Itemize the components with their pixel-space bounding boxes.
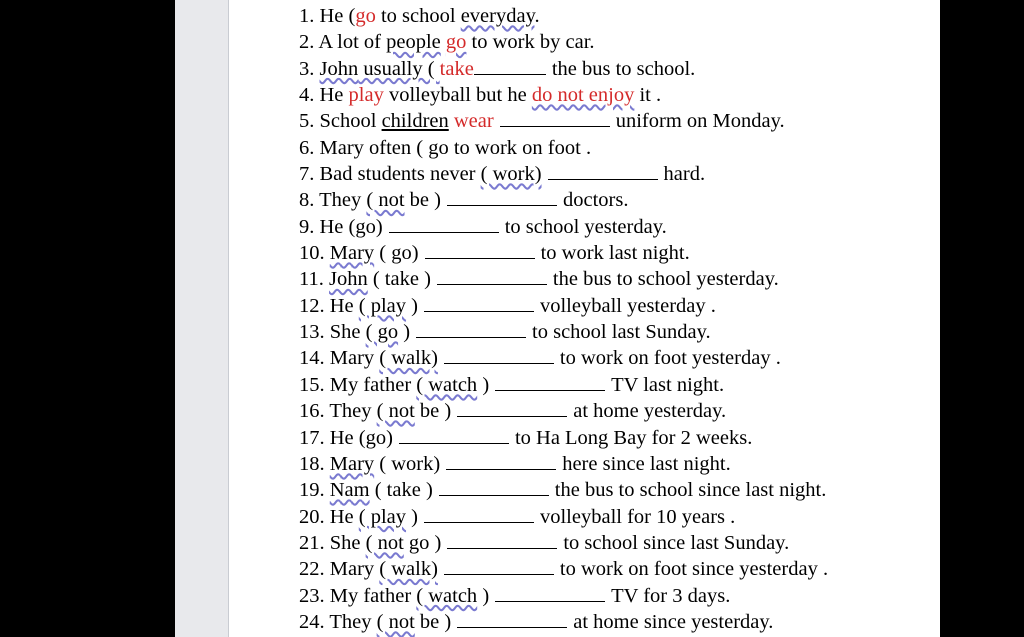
item-verb: play [348, 84, 384, 107]
item-text: children [381, 110, 449, 133]
item-text: He [324, 505, 359, 528]
answer-blank[interactable] [439, 477, 549, 496]
item-text: to school [375, 5, 461, 27]
item-text: John [319, 57, 359, 80]
item-text: volleyball yesterday . [539, 294, 716, 317]
item-number: 7. [299, 163, 315, 186]
item-number: 21. [299, 531, 325, 554]
item-text: ( work) [480, 163, 542, 186]
item-number: 12. [299, 294, 325, 317]
answer-blank[interactable] [399, 425, 509, 444]
item-text: She [324, 321, 366, 344]
answer-blank[interactable] [389, 214, 499, 233]
item-text: the bus to school. [551, 57, 696, 80]
item-number: 4. [299, 84, 315, 107]
item-number: 16. [299, 400, 325, 423]
answer-blank[interactable] [447, 530, 557, 549]
item-text: ( go [365, 321, 399, 344]
answer-blank[interactable] [424, 504, 534, 523]
item-text: Mary [324, 558, 380, 581]
exercise-item [299, 451, 828, 477]
exercise-item [299, 135, 828, 161]
item-text: He (go) [324, 426, 393, 449]
exercise-item [299, 108, 828, 134]
item-text: ) [477, 584, 490, 607]
answer-blank[interactable] [457, 398, 567, 417]
item-text: the bus to school yesterday. [552, 268, 779, 291]
item-text: TV last night. [611, 373, 725, 396]
exercise-item [299, 214, 828, 240]
exercise-item [299, 3, 828, 29]
item-number: 2. [299, 31, 315, 54]
exercise-item [299, 398, 828, 424]
exercise-item [299, 56, 828, 82]
item-text: Mary often ( go to work on foot . [314, 136, 592, 159]
item-text: He [324, 294, 359, 317]
answer-blank[interactable] [444, 345, 554, 364]
item-text: be ) [404, 189, 441, 212]
right-black-bar [940, 0, 1024, 637]
item-text: go ) [403, 531, 442, 554]
exercise-item [299, 29, 828, 55]
item-number: 6. [299, 136, 315, 159]
item-number: 13. [299, 321, 325, 344]
left-black-bar [0, 0, 175, 637]
item-text: ( go) [374, 242, 419, 265]
answer-blank[interactable] [457, 609, 567, 628]
item-text: ( play [358, 505, 407, 528]
item-text: ( take ) [369, 479, 433, 502]
item-number: 3. [299, 57, 315, 80]
item-text: They [314, 189, 367, 212]
item-text: School [314, 110, 382, 133]
item-text: to school since last Sunday. [563, 531, 790, 554]
item-text: everyday [460, 5, 535, 27]
item-number: 10. [299, 242, 325, 265]
exercise-item [299, 240, 828, 266]
item-text: to work by car. [466, 31, 595, 54]
exercise-item [299, 345, 828, 371]
item-text: ( not [376, 610, 415, 633]
exercise-item [299, 372, 828, 398]
exercise-item [299, 266, 828, 292]
exercise-item [299, 319, 828, 345]
item-number: 24. [299, 610, 325, 633]
item-number: 17. [299, 426, 325, 449]
item-number: 20. [299, 505, 325, 528]
item-text: be ) [414, 400, 452, 423]
item-text: He (go) [314, 215, 383, 238]
exercise-item [299, 293, 828, 319]
item-text: people [386, 31, 441, 54]
exercise-item [299, 583, 828, 609]
answer-blank[interactable] [437, 266, 547, 285]
item-text: My father [324, 373, 417, 396]
item-text: She [324, 531, 366, 554]
item-text: ( work) [374, 452, 441, 475]
item-text: volleyball for 10 years . [539, 505, 736, 528]
item-text: ( not [366, 189, 405, 212]
item-text: ( watch [416, 373, 478, 396]
exercise-list [299, 3, 828, 635]
item-text: usually ( [358, 57, 440, 80]
exercise-item [299, 530, 828, 556]
exercise-item [299, 425, 828, 451]
item-number: 9. [299, 215, 315, 238]
item-text: it . [634, 84, 662, 107]
item-text: uniform on Monday. [615, 110, 785, 133]
item-text: ( play [358, 294, 407, 317]
item-text: ( not [365, 531, 404, 554]
answer-blank[interactable] [444, 556, 554, 575]
item-text: He ( [314, 5, 356, 27]
item-text: to Ha Long Bay for 2 weeks. [514, 426, 753, 449]
item-text: Nam [329, 479, 370, 502]
item-verb: take [439, 57, 474, 80]
item-text: ) [406, 505, 418, 528]
item-number: 8. [299, 189, 315, 212]
exercise-item [299, 556, 828, 582]
item-text: ( walk) [379, 558, 438, 581]
item-number: 5. [299, 110, 315, 133]
answer-blank[interactable] [500, 108, 610, 127]
item-text: ( watch [416, 584, 478, 607]
exercise-item [299, 187, 828, 213]
item-text: They [324, 400, 377, 423]
answer-blank[interactable] [495, 583, 605, 602]
item-text: He [314, 84, 349, 107]
item-number: 1. [299, 5, 315, 27]
item-text: be ) [414, 610, 452, 633]
exercise-item [299, 504, 828, 530]
exercise-item [299, 477, 828, 503]
item-text: My father [324, 584, 417, 607]
item-verb: wear [453, 110, 494, 133]
exercise-item [299, 161, 828, 187]
item-text: John [329, 268, 368, 291]
item-text: Mary [329, 242, 375, 265]
item-text: at home yesterday. [573, 400, 727, 423]
item-text: volleyball but he [383, 84, 532, 107]
item-text: ) [398, 321, 411, 344]
exercise-item [299, 609, 828, 635]
item-text: ) [406, 294, 418, 317]
item-text: here since last night. [562, 452, 731, 475]
item-number: 22. [299, 558, 325, 581]
item-text: Mary [324, 347, 380, 370]
document-page [229, 0, 940, 637]
item-text: ( not [376, 400, 415, 423]
item-text: Bad students never [314, 163, 481, 186]
item-number: 14. [299, 347, 325, 370]
item-number: 11. [299, 268, 324, 291]
item-text: to school last Sunday. [532, 321, 711, 344]
answer-blank[interactable] [446, 451, 556, 470]
item-text: to school yesterday. [504, 215, 667, 238]
answer-blank[interactable] [474, 56, 546, 75]
item-number: 18. [299, 452, 325, 475]
item-number: 15. [299, 373, 325, 396]
item-text: A lot of [314, 31, 387, 54]
answer-blank[interactable] [548, 161, 658, 180]
item-text: doctors. [562, 189, 629, 212]
item-number: 19. [299, 479, 325, 502]
item-text: ( walk) [379, 347, 438, 370]
item-text: hard. [663, 163, 706, 186]
item-text: ( take ) [367, 268, 431, 291]
item-text: They [324, 610, 377, 633]
item-text: . [534, 5, 540, 27]
item-verb: go [445, 31, 467, 54]
answer-blank[interactable] [425, 240, 535, 259]
item-verb: go [355, 5, 376, 27]
item-text: ) [477, 373, 490, 396]
exercise-item [299, 82, 828, 108]
item-text: to work on foot yesterday . [559, 347, 781, 370]
item-text: to work last night. [540, 242, 690, 265]
item-text: Mary [329, 452, 375, 475]
item-number: 23. [299, 584, 325, 607]
item-text: TV for 3 days. [611, 584, 731, 607]
answer-blank[interactable] [447, 187, 557, 206]
answer-blank[interactable] [416, 319, 526, 338]
answer-blank[interactable] [424, 293, 534, 312]
item-text: at home since yesterday. [573, 610, 774, 633]
item-verb: do not enjoy [531, 84, 635, 107]
answer-blank[interactable] [495, 372, 605, 391]
item-text: the bus to school since last night. [554, 479, 827, 502]
document-gutter [175, 0, 229, 637]
item-text: to work on foot since yesterday . [559, 558, 829, 581]
